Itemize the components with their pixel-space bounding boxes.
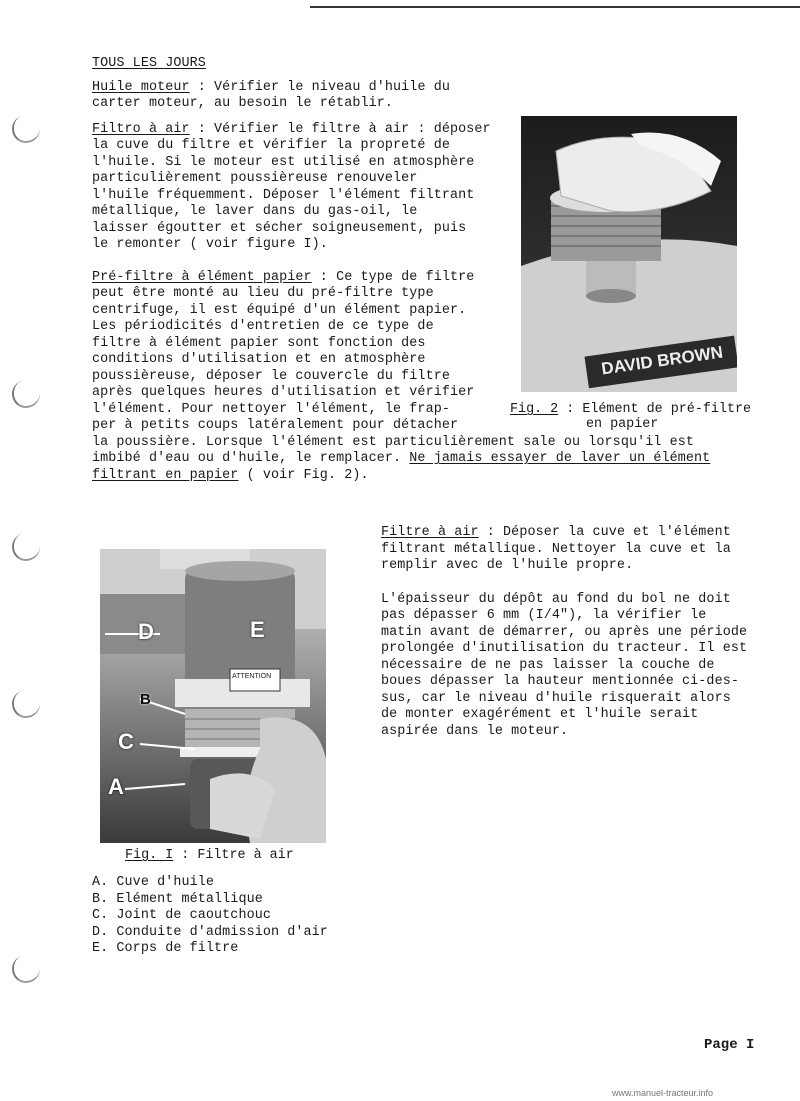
fig2-photo [521,116,737,392]
filtre-air-para-line: laisser égoutter et sécher soigneusement, puis [92,221,467,236]
fig1-photo [100,549,326,843]
fig1-marker-b: B [140,691,151,708]
filtre-air-para-line: l'huile. Si le moteur est utilisé en atmosphère [92,155,475,170]
filtre-air-2-para-line: filtrant métallique. Nettoyer la cuve et la [381,542,731,557]
text-span: : Filtre à air [173,848,294,863]
top-rule [310,6,800,8]
epaisseur-para-line: nécessaire de ne pas laisser la couche de [381,658,715,673]
fig1-marker-d: D [138,619,154,644]
huile-moteur-label: Huile moteur [92,80,190,95]
prefiltre-para-line [92,468,369,485]
filtre-air-para-line: particulièrement poussièreuse renouveler [92,171,418,186]
filtre-air-para-line [92,122,491,139]
text-span: ( voir Fig. 2). [238,468,369,483]
epaisseur-para-line: sus, car le niveau d'huile risquerait alors [381,691,731,706]
section-heading: TOUS LES JOURS [92,56,206,71]
prefiltre-para-line: per à petits coups latéralement pour détacher [92,418,459,433]
filtre-air-para-line: la cuve du filtre et vérifier la propreté de [92,138,450,153]
fig2-caption [510,402,751,417]
warning-text: filtrant en papier [92,468,239,483]
huile-moteur-para-line [92,80,450,97]
epaisseur-para-line: pas dépasser 6 mm (I/4"), la vérifier le [381,608,707,623]
fig1-marker-c: C [118,729,134,754]
prefiltre-para-line: filtre à élément papier sont fonction des [92,336,426,351]
legend-item: D. Conduite d'admission d'air [92,925,328,940]
filtre-air-para-line: métallique, le laver dans du gas-oil, le [92,204,418,219]
epaisseur-para-line: prolongée d'inutilisation du tracteur. Il est [381,641,748,656]
fig1-marker-a: A [108,774,124,799]
filtre-air-label: Filtro à air [92,122,190,137]
fig1-caption [125,848,294,863]
text-span: imbibé d'eau ou d'huile, le remplacer. [92,451,410,466]
punch-hole-mark [10,531,42,563]
punch-hole-mark [10,953,42,985]
legend-item: B. Elément métallique [92,892,263,907]
prefiltre-para-line: centrifuge, il est équipé d'un élément papier. [92,303,467,318]
air-filter-illustration [100,549,326,843]
punch-hole-mark [10,688,42,720]
warning-text: Ne jamais essayer de laver un élément [409,451,711,466]
fig1-marker-e: E [250,617,265,642]
text-span: : Vérifier le niveau d'huile du [189,80,450,95]
huile-moteur-para-line: carter moteur, au besoin le rétablir. [92,96,394,111]
fig1-sticker-text: ATTENTION [232,673,272,680]
epaisseur-para-line: L'épaisseur du dépôt au fond du bol ne doit [381,592,731,607]
prefiltre-para-line: Les périodicités d'entretien de ce type de [92,319,434,334]
epaisseur-para-line: de monter exagérément et l'huile serait [381,707,699,722]
punch-hole-mark [10,113,42,145]
prefiltre-para-line: peut être monté au lieu du pré-filtre type [92,286,434,301]
prefiltre-para-line: après quelques heures d'utilisation et vérifier [92,385,475,400]
text-span: : Ce type de filtre [311,270,475,285]
prefiltre-para-line [92,270,474,287]
fig2-caption-line2: en papier [586,417,659,432]
legend-item: C. Joint de caoutchouc [92,908,271,923]
prefiltre-para-line: conditions d'utilisation et en atmosphère [92,352,426,367]
filtre-air-para-line: le remonter ( voir figure I). [92,237,328,252]
epaisseur-para-line: boues dépasser la hauteur mentionnée ci-des- [381,674,739,689]
epaisseur-para-line: matin avant de démarrer, ou après une période [381,625,748,640]
prefiltre-para-line [92,451,710,468]
text-span: : Vérifier le filtre à air : déposer [189,122,491,137]
epaisseur-para-line: aspirée dans le moteur. [381,724,569,739]
filtre-air-2-para-line [381,525,731,542]
prefiltre-label: Pré-filtre à élément papier [92,270,312,285]
prefiltre-para-line: la poussière. Lorsque l'élément est particulièrement sale ou lorsqu'il est [92,435,695,450]
legend-item: A. Cuve d'huile [92,875,215,890]
page-number: Page I [704,1037,755,1053]
david-brown-logo: DAVID BROWN [600,342,725,379]
watermark: www.manuel-tracteur.info [612,1088,714,1098]
legend-item: E. Corps de filtre [92,941,239,956]
fig2-label: Fig. 2 [510,402,559,417]
prefiltre-para-line: poussièreuse, déposer le couvercle du filtre [92,369,450,384]
text-span: : Déposer la cuve et l'élément [478,525,731,540]
filtre-air-2-label: Filtre à air [381,525,479,540]
filtre-air-para-line: l'huile fréquemment. Déposer l'élément filtrant [92,188,475,203]
prefiltre-para-line: l'élément. Pour nettoyer l'élément, le frap- [92,402,450,417]
text-span: : Elément de pré-filtre [558,402,752,417]
filtre-air-2-para-line: remplir avec de l'huile propre. [381,558,634,573]
punch-hole-mark [10,378,42,410]
fig1-label: Fig. I [125,848,174,863]
